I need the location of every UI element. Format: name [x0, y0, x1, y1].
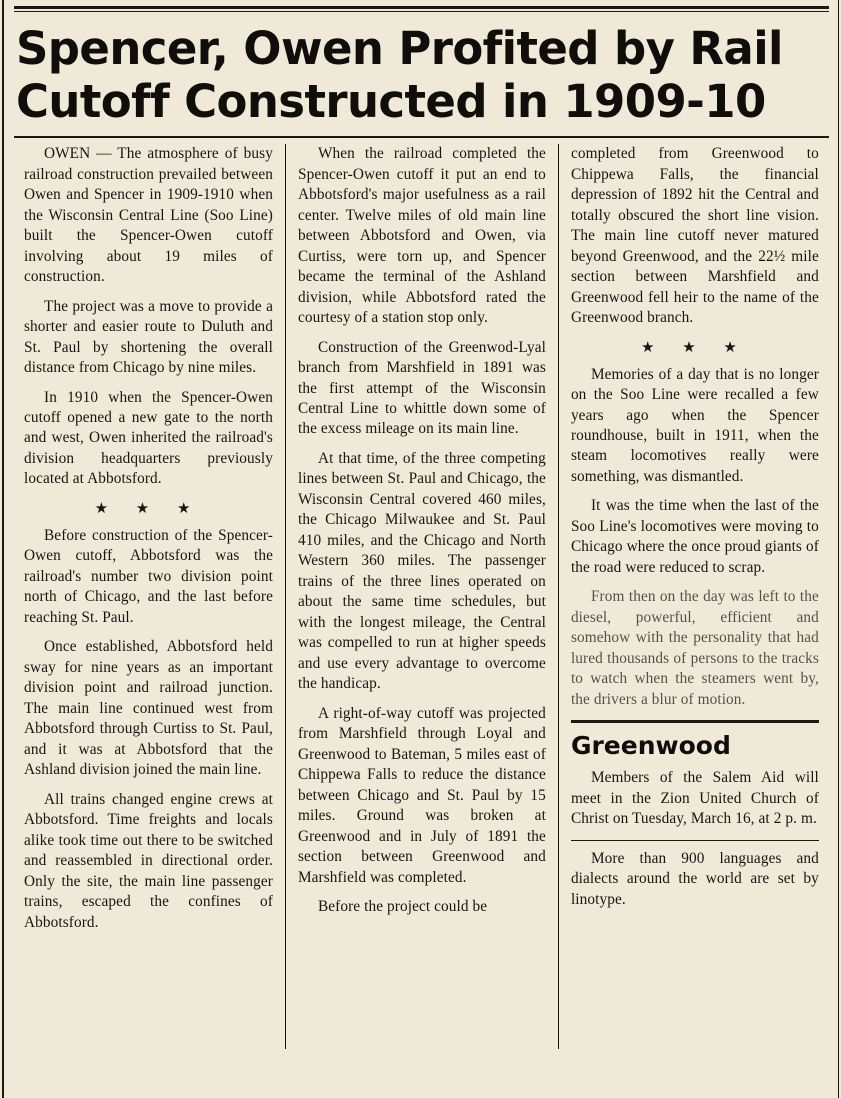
headline-underline-rule [14, 136, 829, 138]
paragraph: At that time, of the three competing lines between St. Paul and Chicago, the Wisconsin Central covered 460 miles, the Chicago Milwaukee and St. Paul 410 miles, and the Chicago and North Western 360 miles. The passenger trains of the three lines operated on about the same time schedules, but with the longest mileage, the Central was compelled to run at higher speeds and use every advantage to overcome the handicap. [297, 449, 546, 693]
section-title-greenwood: Greenwood [570, 731, 731, 761]
paragraph: More than 900 languages and dialects around the world are set by linotype. [570, 849, 819, 908]
paragraph: Once established, Abbotsford held sway for nine years as an important division point and railroad junction. The main line continued west from Abbotsford through Curtiss to St. Paul, and it was at Abbotsford that the Ashland division joined the main line. [24, 638, 273, 779]
page-title [16, 22, 827, 128]
paragraph: In 1910 when the Spencer-Owen cutoff opened a new gate to the north and west, Owen inherited the railroad's division headquarters previously located at Abbotsford. [24, 388, 273, 488]
column-2 [285, 144, 558, 1049]
headline-line-1: Spencer, Owen Profited by Rail [16, 22, 783, 75]
paragraph: It was the time when the last of the Soo Line's locomotives were moving to Chicago where the once proud giants of the road were reduced to scrap. [570, 497, 819, 576]
paragraph: Memories of a day that is no longer on the Soo Line were recalled a few years ago when the Spencer roundhouse, built in 1911, when the steam locomotives really were something, was dismantled. [570, 365, 819, 485]
paragraph: Before the project could be [317, 898, 488, 916]
star-divider: ★ ★ ★ [641, 339, 749, 356]
star-divider: ★ ★ ★ [94, 500, 203, 517]
paragraph: A right-of-way cutoff was projected from Marshfield through Loyal and Greenwood to Bateman, 5 miles east of Chippewa Falls to reduce the distance between Chicago and St. Paul by 15 miles. Ground was broken at Greenwood and in July of 1891 the section between Greenwood and Marshfield was completed. [297, 704, 546, 886]
column-1 [12, 144, 285, 1049]
item-divider-rule [571, 840, 819, 841]
paragraph: All trains changed engine crews at Abbotsford. Time freights and locals alike took time out there to be switched and reassembled in directional order. Only the site, the main line passenger trains, escaped the confines of Abbotsford. [24, 790, 273, 931]
paragraph: Construction of the Greenwod-Lyal branch from Marshfield in 1891 was the first attempt of the Wisconsin Central Line to whittle down some of the excess mileage on its main line. [297, 338, 546, 438]
paragraph: From then on the day was left to the diesel, powerful, efficient and somehow with the personality that had lured thousands of persons to the tracks to watch when the steamers went by, the drivers a blur of motion. [570, 588, 819, 708]
headline-line-2: Cutoff Constructed in 1909-10 [16, 75, 766, 129]
paragraph: OWEN — The atmosphere of busy railroad construction prevailed between Owen and Spencer in 1909-1910 when the Wisconsin Central Line (Soo Line) built the Spencer-Owen cutoff involving about 19 miles of construction. [24, 145, 273, 286]
page-left-border [2, 0, 4, 1098]
paragraph: When the railroad completed the Spencer-Owen cutoff it put an end to Abbotsford's major usefulness as a rail center. Twelve miles of old main line between Abbotsford and Owen, via Curtiss, were torn up, and Spencer became the terminal of the Ashland division, while Abbotsford rated the courtesy of a station stop only. [297, 145, 546, 327]
paragraph: The project was a move to provide a shorter and easier route to Duluth and St. Paul by shortening the overall distance from Chicago by nine miles. [24, 297, 273, 377]
top-rule-thick [14, 6, 829, 9]
paragraph: Members of the Salem Aid will meet in the Zion United Church of Christ on Tuesday, March 16, at 2 p. m. [570, 769, 819, 828]
paragraph: Before construction of the Spencer-Owen cutoff, Abbotsford was the railroad's number two division point north of Chicago, and the last before reaching St. Paul. [24, 526, 273, 626]
paragraph: completed from Greenwood to Chippewa Falls, the financial depression of 1892 hit the Central and totally obscured the short line vision. The main line cutoff never matured beyond Greenwood, and the 22½ mile section between Marshfield and Greenwood fell heir to the name of the Greenwood branch. [570, 145, 819, 327]
article-columns [12, 144, 831, 1049]
column-3 [558, 144, 831, 1049]
page-right-border [838, 0, 839, 1098]
section-divider-rule [571, 720, 819, 723]
top-rule-thin [14, 11, 829, 12]
